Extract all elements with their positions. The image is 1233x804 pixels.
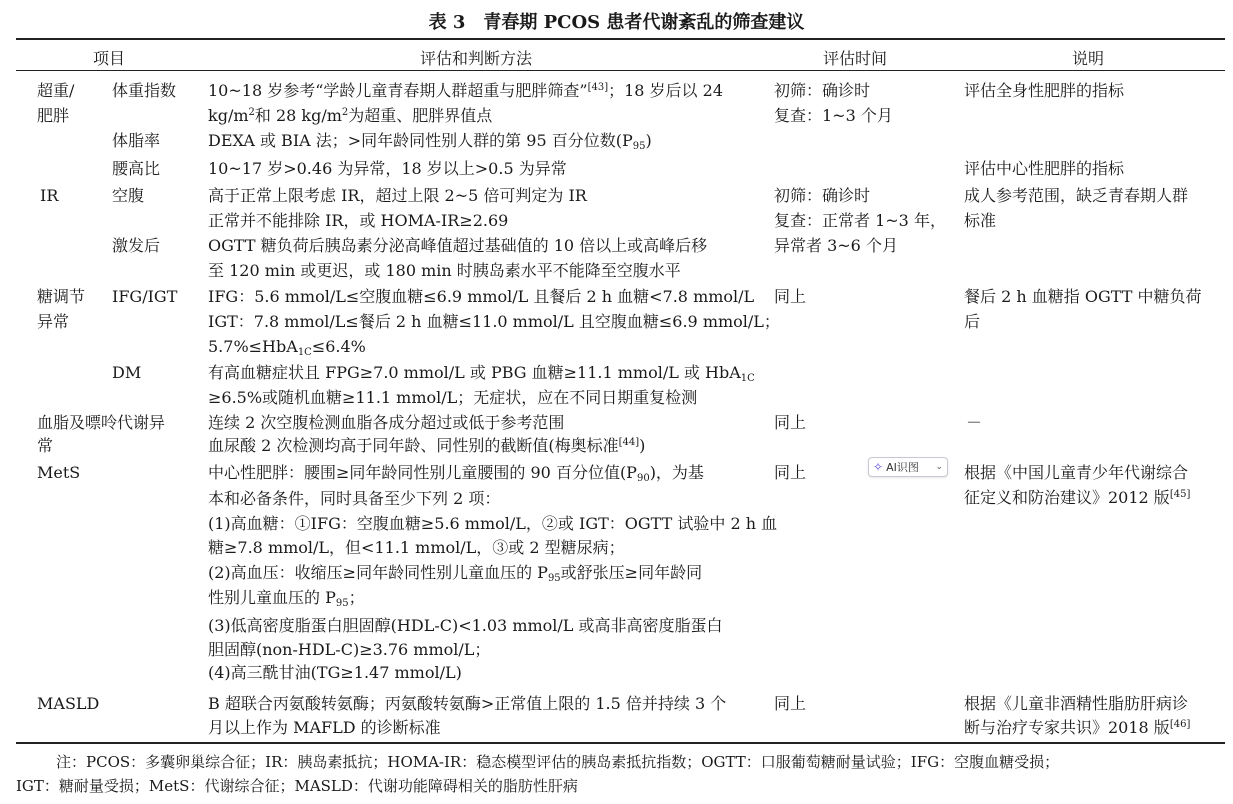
overweight-time-2: 复查：1~3 个月 bbox=[774, 106, 893, 125]
lipid-line-1: 连续 2 次空腹检测血脂各成分超过或低于参考范围 bbox=[208, 413, 565, 432]
cat-glucose-1: 糖调节 bbox=[37, 287, 86, 306]
ir-time-1: 初筛：确诊时 bbox=[774, 186, 871, 205]
header-note: 说明 bbox=[1072, 49, 1105, 68]
ir-note-1: 成人参考范围，缺乏青春期人群 bbox=[964, 186, 1189, 205]
mets-line-3: (1)高血糖：①IFG：空腹血糖≥5.6 mmol/L，②或 IGT：OGTT 试验中 2 h 血 bbox=[208, 514, 778, 533]
mets-line-5: (2)高血压：收缩压≥同年龄同性别儿童血压的 $P_{95}$或舒张压≥同年龄同 bbox=[208, 563, 703, 584]
bottom-rule bbox=[16, 742, 1225, 744]
sub-body-fat: 体脂率 bbox=[112, 131, 161, 150]
header-item: 项目 bbox=[93, 49, 126, 68]
mets-line-6: 性别儿童血压的 $P_{95}$； bbox=[208, 588, 365, 609]
ir-fasting-1: 高于正常上限考虑 IR，超过上限 2~5 倍可判定为 IR bbox=[208, 186, 587, 205]
bmi-line-2: $kg/m^2$和 28 $kg/m^2$为超重、肥胖界值点 bbox=[208, 106, 493, 125]
sub-ifg-igt: IFG/IGT bbox=[112, 287, 178, 306]
cat-ir: IR bbox=[40, 186, 59, 205]
lipid-note: － bbox=[966, 413, 983, 432]
cat-masld: MASLD bbox=[37, 694, 100, 713]
mets-line-8: 胆固醇(non-HDL-C)≥3.76 mmol/L； bbox=[208, 640, 491, 659]
ifg-line-1: IFG：5.6 mmol/L≤空腹血糖≤6.9 mmol/L 且餐后 2 h 血糖<7.8 mmol/L bbox=[208, 287, 755, 306]
sparkle-icon: ✧ bbox=[873, 460, 884, 474]
cat-overweight-1: 超重/ bbox=[37, 81, 75, 100]
mets-line-9: (4)高三酰甘油(TG≥1.47 mmol/L) bbox=[208, 663, 462, 682]
glucose-note-1: 餐后 2 h 血糖指 OGTT 中糖负荷 bbox=[964, 287, 1202, 306]
mets-line-1: 中心性肥胖：腰围≥同年龄同性别儿童腰围的 90 百分位值$(P_{90})$，为基 bbox=[208, 463, 704, 484]
cat-overweight-2: 肥胖 bbox=[37, 106, 70, 125]
mets-line-7: (3)低高密度脂蛋白胆固醇(HDL-C)<1.03 mmol/L 或高非高密度脂蛋白 bbox=[208, 616, 723, 635]
chevron-down-icon: ⌄ bbox=[935, 462, 943, 472]
dm-line-1: 有高血糖症状且 FPG≥7.0 mmol/L 或 PBG 血糖≥11.1 mmol/L 或 HbA$_{1C}$ bbox=[208, 363, 755, 384]
masld-note-2: 断与治疗专家共识》2018 版[46] bbox=[964, 718, 1191, 737]
masld-note-1: 根据《儿童非酒精性脂肪肝病诊 bbox=[964, 694, 1189, 713]
mets-line-4: 糖≥7.8 mmol/L，但<11.1 mmol/L，③或 2 型糖尿病； bbox=[208, 538, 625, 557]
bmi-line-1: 10~18 岁参考“学龄儿童青春期人群超重与肥胖筛查”[43]；18 岁后以 24 bbox=[208, 81, 724, 100]
ir-fasting-2: 正常并不能排除 IR，或 HOMA-IR≥2.69 bbox=[208, 211, 509, 230]
header-time: 评估时间 bbox=[823, 49, 888, 68]
masld-time: 同上 bbox=[774, 694, 807, 713]
ai-recognize-button[interactable] bbox=[868, 457, 948, 477]
ir-stim-1: OGTT 糖负荷后胰岛素分泌高峰值超过基础值的 10 倍以上或高峰后移 bbox=[208, 236, 708, 255]
mets-note-1: 根据《中国儿童青少年代谢综合 bbox=[964, 463, 1189, 482]
footnote-line-1: 注：PCOS：多囊卵巢综合征；IR：胰岛素抵抗；HOMA-IR：稳态模型评估的胰岛素抵抗指数；OGTT：口服葡萄糖耐量试验；IFG：空腹血糖受损； bbox=[56, 753, 1060, 771]
ir-note-2: 标准 bbox=[964, 211, 997, 230]
overweight-time-1: 初筛：确诊时 bbox=[774, 81, 871, 100]
glucose-note-2: 后 bbox=[964, 312, 981, 331]
top-rule bbox=[16, 38, 1225, 40]
footnote-line-2: IGT：糖耐量受损；MetS：代谢综合征；MASLD：代谢功能障碍相关的脂肪性肝病 bbox=[16, 777, 578, 795]
overweight-note: 评估全身性肥胖的指标 bbox=[964, 81, 1125, 100]
cat-lipid-1: 血脂及嘌呤代谢异 bbox=[37, 413, 166, 432]
dm-line-2: ≥6.5%或随机血糖≥11.1 mmol/L；无症状，应在不同日期重复检测 bbox=[208, 388, 698, 407]
waist-height-note: 评估中心性肥胖的指标 bbox=[964, 159, 1125, 178]
ir-stim-2: 至 120 min 或更迟，或 180 min 时胰岛素水平不能降至空腹水平 bbox=[208, 261, 681, 280]
cat-glucose-2: 异常 bbox=[37, 312, 70, 331]
masld-line-1: B 超联合丙氨酸转氨酶；丙氨酸转氨酶>正常值上限的 1.5 倍并持续 3 个 bbox=[208, 694, 727, 713]
ir-time-3: 异常者 3~6 个月 bbox=[774, 236, 898, 255]
glucose-time: 同上 bbox=[774, 287, 807, 306]
sub-dm: DM bbox=[112, 363, 142, 382]
mets-line-2: 本和必备条件，同时具备至少下列 2 项： bbox=[208, 489, 501, 508]
lipid-line-2: 血尿酸 2 次检测均高于同年龄、同性别的截断值(梅奥标准[44]) bbox=[208, 436, 646, 455]
sub-fasting: 空腹 bbox=[112, 186, 145, 205]
mets-time: 同上 bbox=[774, 463, 807, 482]
cat-mets: MetS bbox=[37, 463, 81, 482]
sub-bmi: 体重指数 bbox=[112, 81, 177, 100]
lipid-time: 同上 bbox=[774, 413, 807, 432]
sub-stimulated: 激发后 bbox=[112, 236, 161, 255]
body-fat-text: DEXA 或 BIA 法；>同年龄同性别人群的第 95 百分位数$(P_{95})$ bbox=[208, 131, 652, 152]
header-rule bbox=[16, 70, 1225, 71]
header-method: 评估和判断方法 bbox=[420, 49, 533, 68]
cat-lipid-2: 常 bbox=[37, 436, 54, 455]
table-title: 表 3 青春期 PCOS 患者代谢紊乱的筛查建议 bbox=[428, 12, 805, 33]
ifg-line-3: 5.7%≤HbA$_{1C}$≤6.4% bbox=[208, 337, 366, 358]
ir-time-2: 复查：正常者 1~3 年， bbox=[774, 211, 946, 230]
ai-recognize-label: AI识图 bbox=[886, 461, 919, 474]
waist-height-text: 10~17 岁>0.46 为异常，18 岁以上>0.5 为异常 bbox=[208, 159, 567, 178]
masld-line-2: 月以上作为 MAFLD 的诊断标准 bbox=[208, 718, 441, 737]
mets-note-2: 征定义和防治建议》2012 版[45] bbox=[964, 488, 1191, 507]
ifg-line-2: IGT：7.8 mmol/L≤餐后 2 h 血糖≤11.0 mmol/L 且空腹血糖≤6.9 mmol/L； bbox=[208, 312, 780, 331]
sub-waist-height: 腰高比 bbox=[112, 159, 161, 178]
